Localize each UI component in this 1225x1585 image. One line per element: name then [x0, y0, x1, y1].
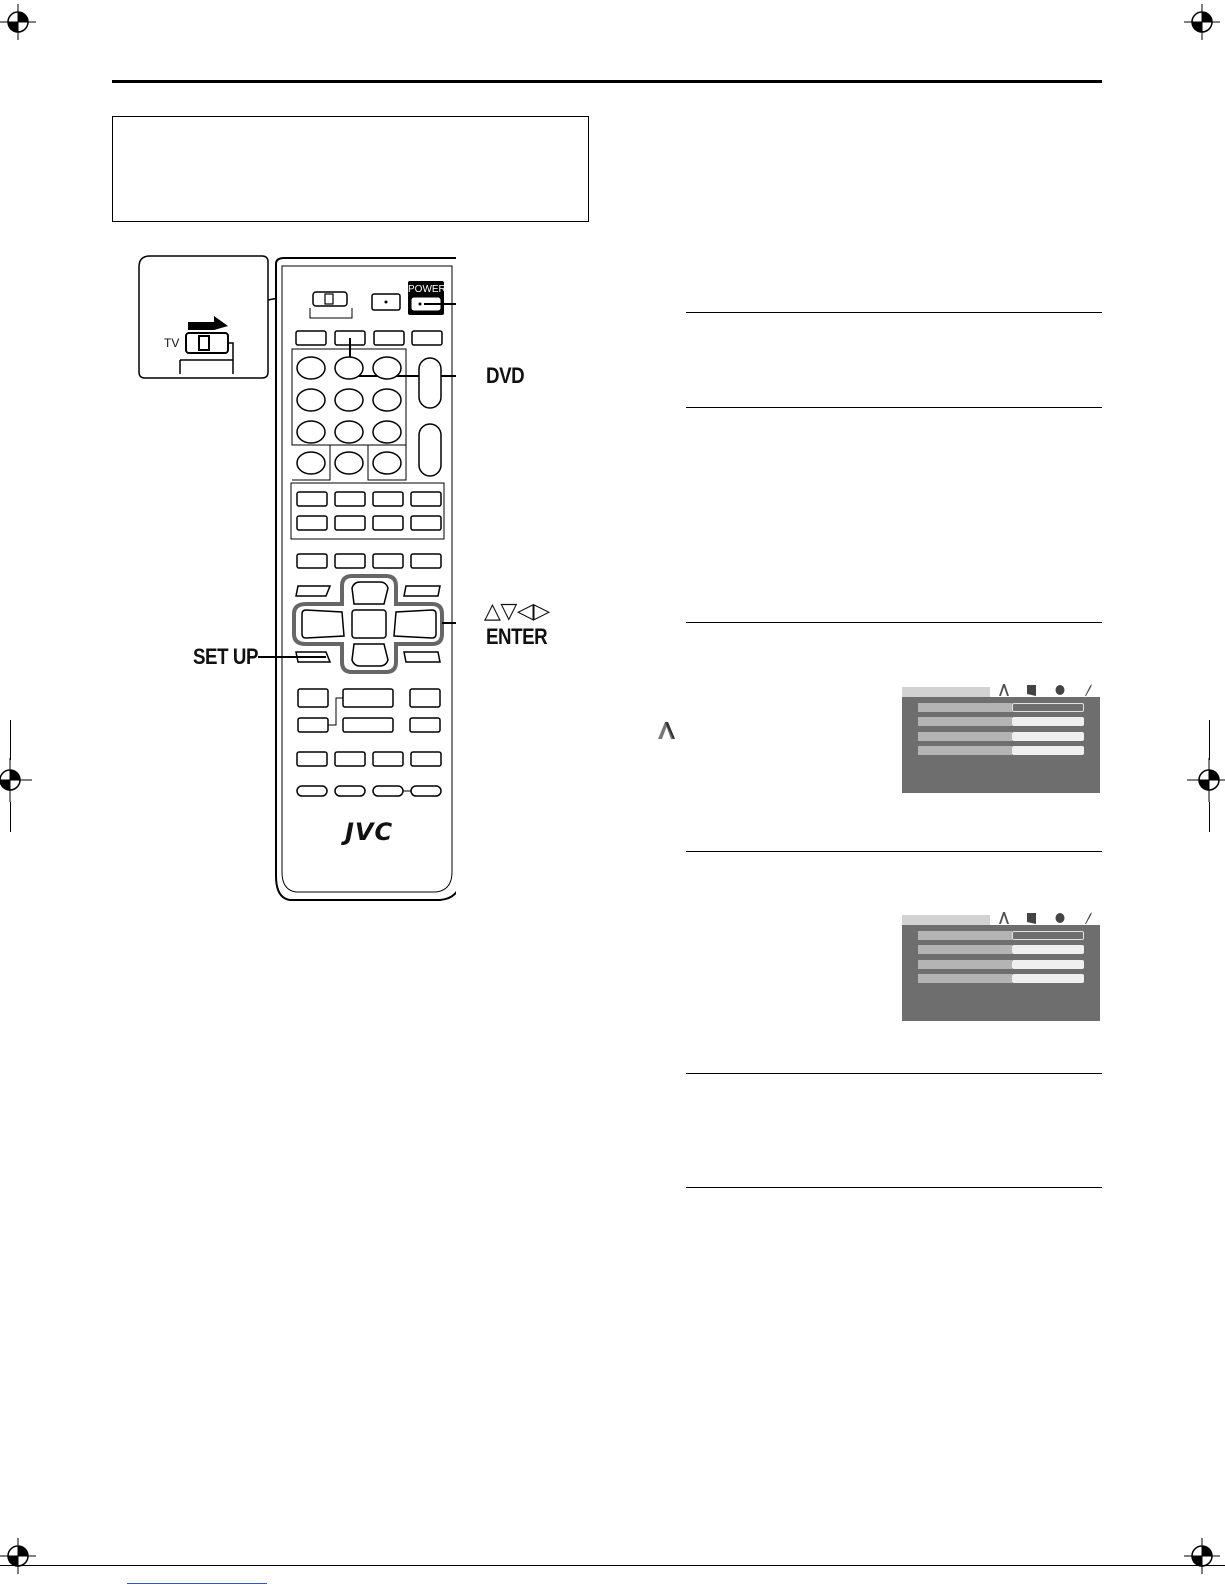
language-tab-icon — [1054, 911, 1066, 925]
step-rule — [686, 1073, 1102, 1074]
power-label: POWER — [408, 284, 446, 295]
footer-link-underline — [127, 1583, 267, 1584]
step-rule — [686, 407, 1102, 408]
others-tab-icon — [1082, 911, 1094, 925]
remote-control-illustration — [136, 254, 456, 904]
brand-logo: JVC — [344, 818, 394, 846]
osd-menu-row — [918, 732, 1084, 741]
picture-tab-icon — [998, 683, 1010, 697]
osd-menu-row — [918, 945, 1084, 954]
note-box — [112, 116, 589, 222]
osd-menu-row — [918, 974, 1084, 983]
header-rule — [112, 80, 1102, 83]
dvd-callout: DVD — [486, 363, 525, 388]
footer-rule — [0, 1565, 1225, 1566]
registration-mark-icon — [1180, 1534, 1224, 1578]
registration-mark-icon — [0, 758, 32, 802]
crop-mark — [1209, 720, 1210, 760]
crop-mark — [1209, 802, 1210, 832]
tv-switch-label: TV — [164, 336, 180, 350]
crop-mark — [10, 802, 11, 832]
step-rule — [686, 1187, 1102, 1188]
picture-menu-icon — [656, 720, 678, 740]
osd-menu-row — [918, 717, 1084, 726]
language-tab-icon — [1054, 683, 1066, 697]
setup-callout: SET UP — [193, 644, 258, 669]
step-rule — [686, 312, 1102, 313]
picture-tab-icon — [998, 911, 1010, 925]
registration-mark-icon — [1187, 758, 1225, 802]
osd-screen-picture-menu — [902, 911, 1100, 1021]
audio-tab-icon — [1026, 911, 1038, 925]
enter-callout: ENTER — [486, 624, 548, 649]
osd-menu-row — [918, 703, 1084, 712]
registration-mark-icon — [0, 1534, 40, 1578]
others-tab-icon — [1082, 683, 1094, 697]
osd-menu-row — [918, 931, 1084, 940]
registration-mark-icon — [0, 0, 40, 44]
osd-screen-picture-menu — [902, 683, 1100, 793]
crop-mark — [10, 720, 11, 760]
step-rule — [686, 851, 1102, 852]
step-rule — [686, 622, 1102, 623]
osd-menu-row — [918, 960, 1084, 969]
arrows-callout: △▽◁▷ — [484, 598, 550, 623]
osd-menu-row — [918, 746, 1084, 755]
audio-tab-icon — [1026, 683, 1038, 697]
registration-mark-icon — [1180, 0, 1224, 44]
